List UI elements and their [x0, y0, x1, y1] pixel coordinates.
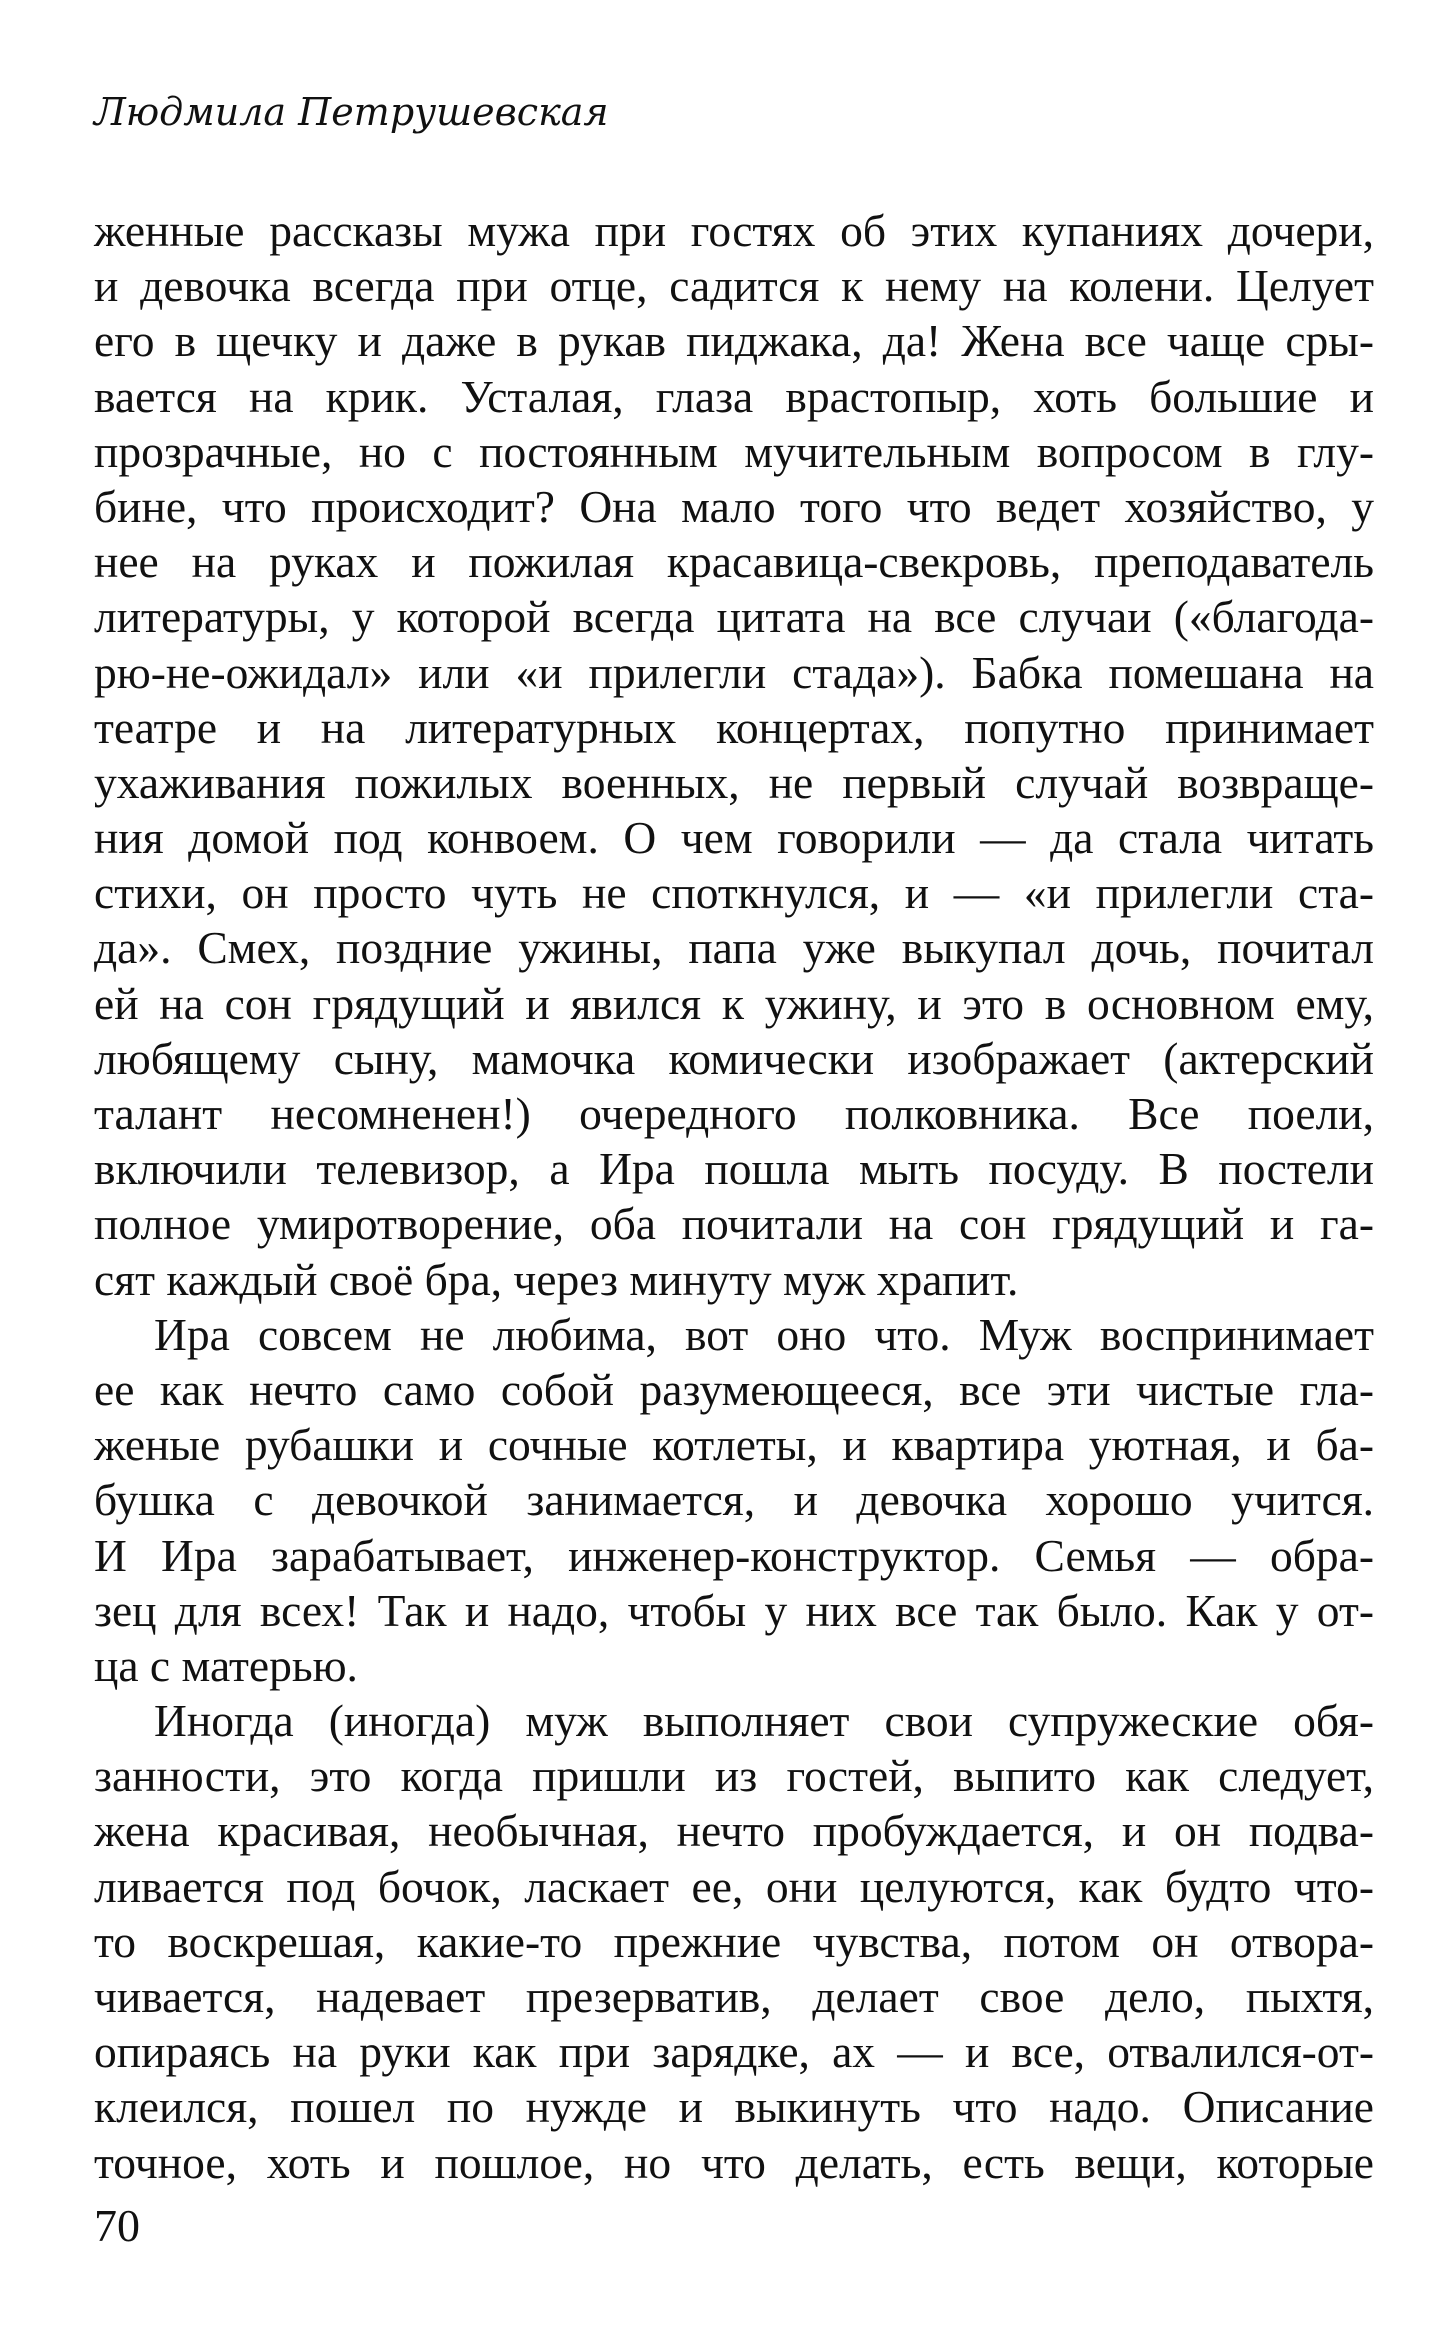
text-line: бине, что происходит? Она мало того что ведет хозяйство, у	[94, 480, 1374, 532]
text-line: ухаживания пожилых военных, не первый случай возвраще-	[94, 756, 1374, 808]
text-line: Ира совсем не любима, вот оно что. Муж воспринимает	[154, 1308, 1374, 1360]
text-line: женные рассказы мужа при гостях об этих купаниях дочери,	[94, 205, 1374, 256]
paragraph	[94, 203, 1374, 1307]
text-line: точное, хоть и пошлое, но что делать, есть вещи, которые	[94, 2136, 1374, 2188]
paragraph	[94, 1693, 1374, 2190]
text-line: ца с матерью.	[94, 1639, 358, 1691]
text-line: занности, это когда пришли из гостей, выпито как следует,	[94, 1750, 1374, 1802]
text-line: клеился, пошел по нужде и выкинуть что надо. Описание	[94, 2081, 1374, 2133]
text-line: ния домой под конвоем. О чем говорили — да стала читать	[94, 812, 1374, 864]
body-text	[94, 203, 1374, 2190]
text-line: чивается, надевает презерватив, делает свое дело, пыхтя,	[94, 1971, 1374, 2022]
running-header-author: Людмила Петрушевская	[94, 90, 609, 134]
text-line: прозрачные, но с постоянным мучительным вопросом в глу-	[94, 425, 1374, 477]
text-line: любящему сыну, мамочка комически изображает (актерский	[94, 1032, 1374, 1084]
text-line: ее как нечто само собой разумеющееся, все эти чистые гла-	[94, 1363, 1374, 1415]
text-line: опираясь на руки как при зарядке, ах — и все, отвалился-от-	[94, 2026, 1374, 2078]
text-line: бушка с девочкой занимается, и девочка хорошо учится.	[94, 1474, 1374, 1526]
text-line: нее на руках и пожилая красавица-свекровь, преподаватель	[94, 536, 1374, 588]
text-line: да». Смех, поздние ужины, папа уже выкупал дочь, почитал	[94, 922, 1374, 974]
page-number: 70	[94, 2200, 140, 2251]
text-line: рю-не-ожидал» или «и прилегли стада»). Бабка помешана на	[94, 646, 1374, 698]
text-line: ливается под бочок, ласкает ее, они целуются, как будто что-	[94, 1860, 1374, 1912]
text-line: жена красивая, необычная, нечто пробуждается, и он подва-	[94, 1805, 1374, 1857]
text-line: включили телевизор, а Ира пошла мыть посуду. В постели	[94, 1143, 1374, 1195]
text-line: театре и на литературных концертах, попутно принимает	[94, 701, 1374, 753]
text-line: И Ира зарабатывает, инженер-конструктор. Семья — обра-	[94, 1529, 1374, 1581]
text-line: полное умиротворение, оба почитали на сон грядущий и га-	[94, 1198, 1374, 1250]
text-line: Иногда (иногда) муж выполняет свои супружеские обя-	[154, 1695, 1374, 1747]
paragraph	[94, 1307, 1374, 1693]
text-line: сят каждый своё бра, через минуту муж храпит.	[94, 1253, 1019, 1305]
text-line: стихи, он просто чуть не споткнулся, и — «и прилегли ста-	[94, 867, 1374, 919]
text-line: ей на сон грядущий и явился к ужину, и это в основном ему,	[94, 977, 1374, 1029]
text-line: вается на крик. Усталая, глаза врастопыр, хоть большие и	[94, 370, 1374, 422]
text-line: и девочка всегда при отце, садится к нему на колени. Целует	[94, 260, 1374, 312]
text-line: то воскрешая, какие-то прежние чувства, потом он отвора-	[94, 1915, 1374, 1967]
text-line: литературы, у которой всегда цитата на все случаи («благода-	[94, 591, 1374, 643]
text-line: женые рубашки и сочные котлеты, и квартира уютная, и ба-	[94, 1419, 1374, 1471]
text-line: его в щечку и даже в рукав пиджака, да! Жена все чаще сры-	[94, 315, 1374, 367]
text-line: зец для всех! Так и надо, чтобы у них все так было. Как у от-	[94, 1584, 1374, 1636]
text-line: талант несомненен!) очередного полковника. Все поели,	[94, 1088, 1374, 1139]
